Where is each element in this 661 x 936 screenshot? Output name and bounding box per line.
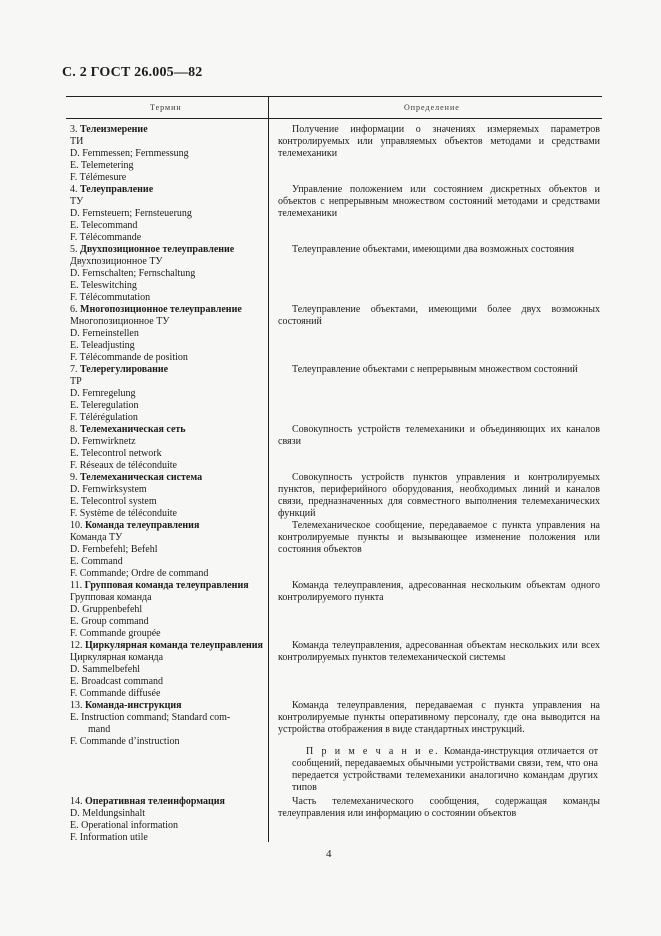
term-line: D. Meldungsinhalt xyxy=(70,808,145,819)
definition-text: Совокупность устройств пунктов управления и контролируемых пунктов, периферийного оборудования, необходимых линий и каналов связи, предназначенных для совместного выполнения телемеханических функций xyxy=(278,472,600,519)
term-entry xyxy=(70,580,266,640)
definition-text: Совокупность устройств телемеханики и объединяющих их каналов связи xyxy=(278,424,600,447)
term-heading xyxy=(70,424,266,436)
term-line: F. Commande diffusée xyxy=(70,688,161,699)
term-name: Команда телеуправления xyxy=(85,520,200,531)
term-name: Групповая команда телеуправления xyxy=(84,580,249,591)
term-line: Групповая команда xyxy=(70,592,152,603)
term-line: ТИ xyxy=(70,136,84,147)
term-number: 11. xyxy=(70,580,83,591)
term-entry xyxy=(70,520,266,580)
definition-text: Телеуправление объектами, имеющими два возможных состояния xyxy=(292,244,575,255)
term-line: D. Fernbefehl; Befehl xyxy=(70,544,158,555)
term-line: D. Gruppenbefehl xyxy=(70,604,143,615)
term-name: Оперативная телеинформация xyxy=(85,796,225,807)
term-line: F. Télécommutation xyxy=(70,292,151,303)
term-line: ТР xyxy=(70,376,82,387)
term-line: E. Group command xyxy=(70,616,149,627)
definition-text: Команда телеуправления, адресованная нескольким объектам одного контролируемого пункта xyxy=(278,580,600,603)
term-heading xyxy=(70,520,266,532)
term-number: 7. xyxy=(70,364,78,375)
term-name: Телеизмерение xyxy=(80,124,148,135)
term-number: 12. xyxy=(70,640,83,651)
term-entry xyxy=(70,364,266,424)
term-line: D. Fernwirksystem xyxy=(70,484,147,495)
term-heading xyxy=(70,796,266,808)
term-line: Двухпозиционное ТУ xyxy=(70,256,163,267)
term-number: 5. xyxy=(70,244,78,255)
term-name: Двухпозиционное телеуправление xyxy=(80,244,235,255)
term-line: E. Operational information xyxy=(70,820,179,831)
table-header-rule xyxy=(66,118,602,119)
header-column-divider xyxy=(268,96,269,118)
term-line: D. Ferneinstellen xyxy=(70,328,139,339)
column-header-term: Термин xyxy=(150,103,182,112)
definition-text: Телеуправление объектами с непрерывным множеством состояний xyxy=(292,364,578,375)
term-line: E. Broadcast command xyxy=(70,676,164,687)
term-line: F. Information utile xyxy=(70,832,148,843)
term-line: F. Télécommande de position xyxy=(70,352,188,363)
term-name: Многопозиционное телеуправление xyxy=(80,304,242,315)
term-line: D. Fernmessen; Fernmessung xyxy=(70,148,189,159)
definition-text: Получение информации о значениях измеряемых параметров контролируемых или управляемых объектов методами и средствами телемеханики xyxy=(278,124,600,159)
term-line: E. Teleswitching xyxy=(70,280,137,291)
term-number: 9. xyxy=(70,472,78,483)
term-name: Телемеханическая сеть xyxy=(80,424,186,435)
term-number: 13. xyxy=(70,700,83,711)
term-heading xyxy=(70,364,266,376)
term-line: E. Teleregulation xyxy=(70,400,139,411)
definition-text: Команда телеуправления, адресованная объектам нескольких или всех контролируемых пунктов телемеханической системы xyxy=(278,640,600,663)
definition-text: Телемеханическое сообщение, передаваемое с пункта управления на контролируемые пункты и вызывающее изменение положения или состояния объектов xyxy=(278,520,600,555)
note-label: П р и м е ч а н и е. xyxy=(306,746,440,757)
term-line: E. Teleadjusting xyxy=(70,340,135,351)
column-divider xyxy=(268,118,269,842)
definition-text: Часть телемеханического сообщения, содержащая команды телеуправления или информацию о состоянии объектов xyxy=(278,796,600,819)
term-line: F. Télémesure xyxy=(70,172,127,183)
term-line: E. Telemetering xyxy=(70,160,134,171)
term-line: D. Fernschalten; Fernschaltung xyxy=(70,268,196,279)
term-line: F. Commande groupée xyxy=(70,628,161,639)
term-heading xyxy=(70,640,266,652)
term-line: D. Fernregelung xyxy=(70,388,136,399)
term-line: D. Sammelbefehl xyxy=(70,664,140,675)
term-entry xyxy=(70,244,266,304)
term-number: 8. xyxy=(70,424,78,435)
term-line: ТУ xyxy=(70,196,84,207)
term-line: D. Fernwirknetz xyxy=(70,436,136,447)
term-number: 14. xyxy=(70,796,83,807)
term-line: Циркулярная команда xyxy=(70,652,164,663)
term-line: F. Système de téléconduite xyxy=(70,508,177,519)
term-name: Циркулярная команда телеуправления xyxy=(85,640,263,651)
term-entry xyxy=(70,640,266,700)
term-line: E. Command xyxy=(70,556,123,567)
term-number: 6. xyxy=(70,304,78,315)
term-entry xyxy=(70,796,266,844)
term-heading xyxy=(70,304,266,316)
definition-text: Телеуправление объектами, имеющими более двух возможных состояний xyxy=(278,304,600,327)
page-header: С. 2 ГОСТ 26.005—82 xyxy=(62,65,203,80)
term-name: Телемеханическая система xyxy=(80,472,203,483)
term-number: 3. xyxy=(70,124,78,135)
term-heading xyxy=(70,472,266,484)
term-heading xyxy=(70,244,266,256)
term-heading xyxy=(70,580,266,592)
definition-text: Управление положением или состоянием дискретных объектов и объектов с непрерывным множеством состояний методами и средствами телемеханики xyxy=(278,184,600,219)
definition-text: Команда телеуправления, передаваемая с пункта управления на контролируемые пункты оперативному персоналу, где она выводится на устройства отображения в виде стандартных инструкций. xyxy=(278,700,600,735)
term-entry xyxy=(70,424,266,472)
term-line: Многопозиционное ТУ xyxy=(70,316,170,327)
term-name: Телерегулирование xyxy=(80,364,169,375)
term-line: F. Commande; Ordre de command xyxy=(70,568,209,579)
term-line: F. Réseaux de téléconduite xyxy=(70,460,177,471)
term-line: E. Instruction command; Standard com- xyxy=(70,712,231,723)
page-number: 4 xyxy=(326,848,332,860)
term-entry xyxy=(70,700,266,748)
note xyxy=(292,746,598,794)
table-top-rule xyxy=(66,96,602,97)
term-heading xyxy=(70,184,266,196)
term-line: F. Commande d’instruction xyxy=(70,736,180,747)
term-entry xyxy=(70,184,266,244)
term-line: E. Telecontrol system xyxy=(70,496,157,507)
term-heading xyxy=(70,124,266,136)
column-header-definition: Определение xyxy=(404,103,460,112)
term-line: F. Télérégulation xyxy=(70,412,138,423)
term-entry xyxy=(70,304,266,364)
term-line: Команда ТУ xyxy=(70,532,123,543)
term-line: E. Telecommand xyxy=(70,220,138,231)
term-number: 4. xyxy=(70,184,78,195)
term-entry xyxy=(70,124,266,184)
term-number: 10. xyxy=(70,520,83,531)
term-line: E. Telecontrol network xyxy=(70,448,162,459)
term-name: Команда-инструкция xyxy=(85,700,182,711)
term-heading xyxy=(70,700,266,712)
term-entry xyxy=(70,472,266,520)
term-line: mand xyxy=(88,724,111,735)
note-text: Команда-инструкция отличается от сообщений, передаваемых обычными устройствами связи, тем, что она передается устройствами телемеханики аналогично командам других типов xyxy=(292,746,598,793)
term-name: Телеуправление xyxy=(80,184,154,195)
term-line: D. Fernsteuern; Fernsteuerung xyxy=(70,208,192,219)
term-line: F. Télécommande xyxy=(70,232,142,243)
